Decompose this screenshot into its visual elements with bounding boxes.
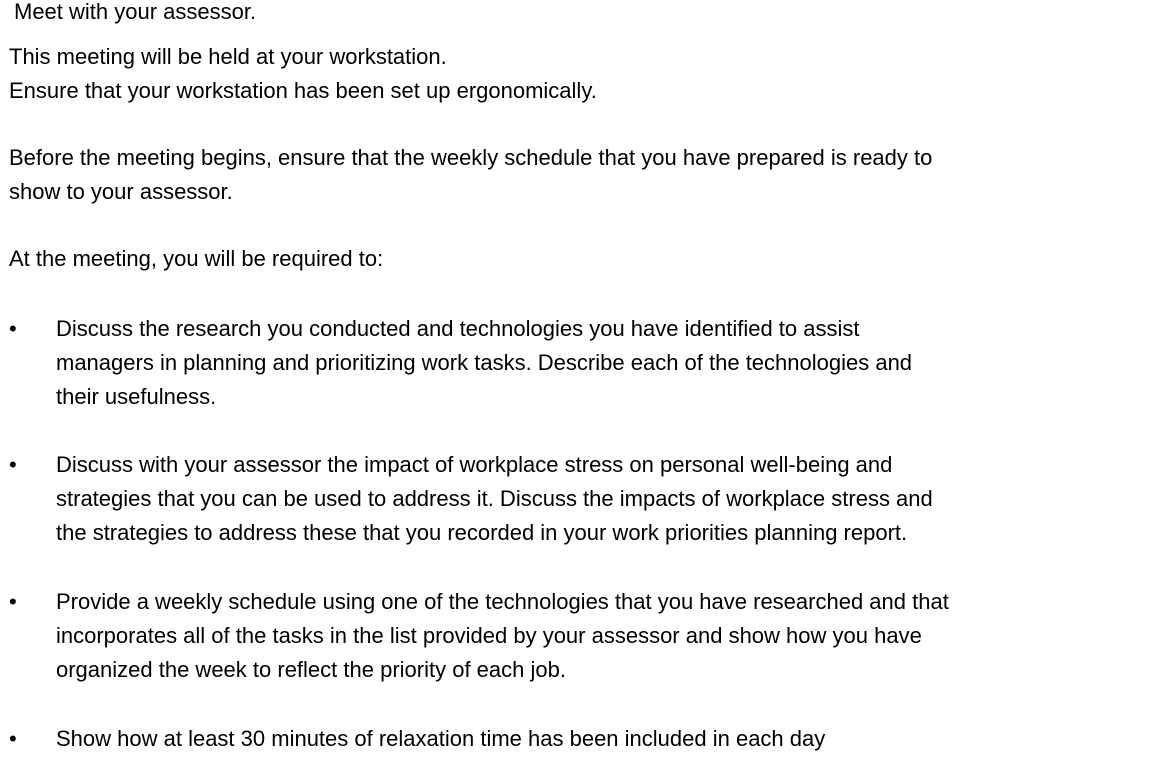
bullet-icon: •: [9, 589, 17, 614]
list-item-line: Provide a weekly schedule using one of the technologies that you have researched and that: [56, 589, 949, 614]
before-meeting-paragraph: [9, 141, 1129, 209]
list-item-text: [56, 722, 1136, 756]
required-intro: At the meeting, you will be required to:: [9, 246, 384, 271]
list-item-line: Show how at least 30 minutes of relaxation time has been included in each day: [56, 726, 826, 751]
list-item-line: their usefulness.: [56, 384, 217, 409]
bullet-icon: •: [9, 452, 17, 477]
intro-line: Ensure that your workstation has been set up ergonomically.: [9, 78, 597, 103]
list-item-line: managers in planning and prioritizing work tasks. Describe each of the technologies and: [56, 350, 913, 375]
intro-line: This meeting will be held at your workstation.: [9, 44, 447, 69]
page-heading: Meet with your assessor.: [14, 0, 257, 24]
list-item-line: Discuss the research you conducted and technologies you have identified to assist: [56, 316, 860, 341]
list-item-line: the strategies to address these that you recorded in your work priorities planning report.: [56, 520, 908, 545]
before-line: Before the meeting begins, ensure that the weekly schedule that you have prepared is ready to: [9, 145, 933, 170]
list-item-line: strategies that you can be used to address it. Discuss the impacts of workplace stress and: [56, 486, 933, 511]
bullet-icon: •: [9, 316, 17, 341]
list-item-line: incorporates all of the tasks in the list provided by your assessor and show how you have: [56, 623, 922, 648]
bullet-icon: •: [9, 726, 17, 751]
list-item-text: [56, 585, 1136, 687]
list-item-text: [56, 312, 1136, 414]
list-item-line: Discuss with your assessor the impact of workplace stress on personal well-being and: [56, 452, 893, 477]
before-line: show to your assessor.: [9, 179, 233, 204]
list-item-text: [56, 448, 1136, 550]
list-item-line: organized the week to reflect the priority of each job.: [56, 657, 566, 682]
intro-paragraph: [9, 40, 1129, 108]
